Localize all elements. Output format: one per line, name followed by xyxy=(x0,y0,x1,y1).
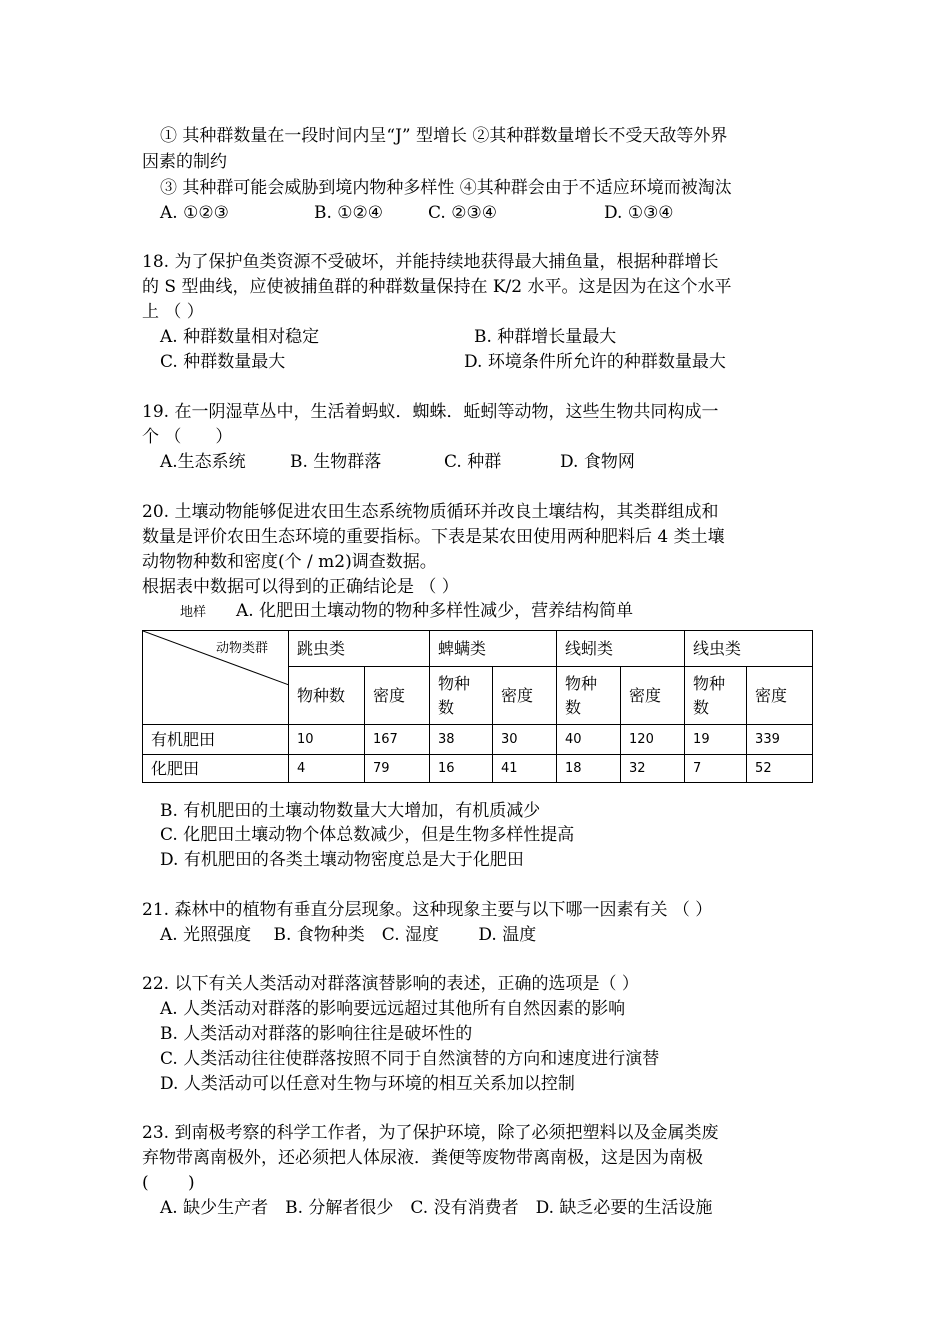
q17-choice-d: D. ①③④ xyxy=(604,203,674,223)
q21-stem-line-1: 21. 森林中的植物有垂直分层现象。这种现象主要与以下哪一因素有关 （ ） xyxy=(142,900,713,920)
q17-option-line-1-cont: 因素的制约 xyxy=(142,152,227,172)
table-cell: 30 xyxy=(493,725,557,755)
q17-choice-c: C. ②③④ xyxy=(428,203,497,223)
table-row xyxy=(143,755,813,783)
q18-choice-d: D. 环境条件所允许的种群数量最大 xyxy=(464,352,726,372)
q20-choice-b: B. 有机肥田的土壤动物数量大大增加，有机质减少 xyxy=(160,801,541,821)
corner-label: 动物类群 xyxy=(215,641,268,656)
q22-choice-a: A. 人类活动对群落的影响要远远超过其他所有自然因素的影响 xyxy=(160,999,626,1019)
subheader-species-4: 物种 数 xyxy=(685,667,747,725)
q20-stem-line-4: 根据表中数据可以得到的正确结论是 （ ） xyxy=(142,577,459,597)
q22-choice-d: D. 人类活动可以任意对生物与环境的相互关系加以控制 xyxy=(160,1074,575,1094)
q20-choice-c: C. 化肥田土壤动物个体总数减少，但是生物多样性提高 xyxy=(160,825,575,845)
group-header-piman: 蜱螨类 xyxy=(430,631,557,667)
q19-stem-line-2: 个 （ ） xyxy=(142,427,233,447)
subheader-species-2: 物种 数 xyxy=(430,667,493,725)
q22-stem-line-1: 22. 以下有关人类活动对群落演替影响的表述，正确的选项是（ ） xyxy=(142,974,639,994)
table-cell: 18 xyxy=(557,755,621,783)
q23-choices: A. 缺少生产者 B. 分解者很少 C. 没有消费者 D. 缺乏必要的生活设施 xyxy=(160,1198,713,1218)
table-row xyxy=(143,725,813,755)
table-cell: 4 xyxy=(289,755,365,783)
q23-stem-line-1: 23. 到南极考察的科学工作者，为了保护环境，除了必须把塑料以及金属类废 xyxy=(142,1123,719,1143)
q19-stem-line-1: 19. 在一阴湿草丛中，生活着蚂蚁．蜘蛛．蚯蚓等动物，这些生物共同构成一 xyxy=(142,402,719,422)
table-cell: 40 xyxy=(557,725,621,755)
q17-option-line-2: ③ 其种群可能会威胁到境内物种多样性 ④其种群会由于不适应环境而被淘汰 xyxy=(160,178,732,198)
q20-stray-label: 地样 xyxy=(180,605,207,620)
q18-stem-line-3: 上 （ ） xyxy=(142,302,204,322)
subheader-species-1: 物种数 xyxy=(289,667,365,725)
q20-choice-a: A. 化肥田土壤动物的物种多样性减少，营养结构简单 xyxy=(236,601,634,621)
table-cell: 79 xyxy=(365,755,430,783)
table-cell: 41 xyxy=(493,755,557,783)
q19-choice-b: B. 生物群落 xyxy=(290,452,382,472)
q22-choice-c: C. 人类活动往往使群落按照不同于自然演替的方向和速度进行演替 xyxy=(160,1049,660,1069)
q20-stem-line-1: 20. 土壤动物能够促进农田生态系统物质循环并改良土壤结构，其类群组成和 xyxy=(142,502,719,522)
table-cell: 52 xyxy=(747,755,813,783)
table-cell: 32 xyxy=(621,755,685,783)
q20-stem-line-2: 数量是评价农田生态环境的重要指标。下表是某农田使用两种肥料后 4 类土壤 xyxy=(142,527,725,547)
q17-choice-b: B. ①②④ xyxy=(314,203,384,223)
q19-choice-d: D. 食物网 xyxy=(560,452,635,472)
table-cell: 339 xyxy=(747,725,813,755)
subheader-density-2: 密度 xyxy=(493,667,557,725)
row-label: 化肥田 xyxy=(143,755,289,783)
q17-choice-a: A. ①②③ xyxy=(160,203,229,223)
q20-stem-line-3: 动物物种数和密度(个 / m2)调查数据。 xyxy=(142,552,437,572)
subheader-density-1: 密度 xyxy=(365,667,430,725)
table-cell: 167 xyxy=(365,725,430,755)
q17-option-line-1: ① 其种群数量在一段时间内呈“J” 型增长 ②其种群数量增长不受天敌等外界 xyxy=(160,126,728,146)
table-cell: 10 xyxy=(289,725,365,755)
group-header-xianyin: 线蚓类 xyxy=(557,631,685,667)
table-cell: 120 xyxy=(621,725,685,755)
q18-choice-b: B. 种群增长量最大 xyxy=(474,327,617,347)
table-cell: 16 xyxy=(430,755,493,783)
q18-stem-line-2: 的 S 型曲线，应使被捕鱼群的种群数量保持在 K/2 水平。这是因为在这个水平 xyxy=(142,277,732,297)
table-cell: 38 xyxy=(430,725,493,755)
q22-choice-b: B. 人类活动对群落的影响往往是破坏性的 xyxy=(160,1024,473,1044)
subheader-density-4: 密度 xyxy=(747,667,813,725)
q23-stem-line-3: ( ) xyxy=(142,1173,195,1193)
q18-choice-c: C. 种群数量最大 xyxy=(160,352,286,372)
q18-stem-line-1: 18. 为了保护鱼类资源不受破坏，并能持续地获得最大捕鱼量，根据种群增长 xyxy=(142,252,719,272)
soil-animal-table xyxy=(142,630,813,783)
q23-stem-line-2: 弃物带离南极外，还必须把人体尿液．粪便等废物带离南极，这是因为南极 xyxy=(142,1148,703,1168)
subheader-density-3: 密度 xyxy=(621,667,685,725)
q19-choice-a: A.生态系统 xyxy=(160,452,246,472)
q20-choice-d: D. 有机肥田的各类土壤动物密度总是大于化肥田 xyxy=(160,850,524,870)
table-cell: 7 xyxy=(685,755,747,783)
q21-choices: A. 光照强度 B. 食物种类 C. 湿度 D. 温度 xyxy=(160,925,537,945)
group-header-xianchong: 线虫类 xyxy=(685,631,813,667)
table-corner-header xyxy=(143,631,289,725)
group-header-tiaochong: 跳虫类 xyxy=(289,631,430,667)
q19-choice-c: C. 种群 xyxy=(444,452,502,472)
subheader-species-3: 物种 数 xyxy=(557,667,621,725)
row-label: 有机肥田 xyxy=(143,725,289,755)
q18-choice-a: A. 种群数量相对稳定 xyxy=(160,327,320,347)
table-cell: 19 xyxy=(685,725,747,755)
